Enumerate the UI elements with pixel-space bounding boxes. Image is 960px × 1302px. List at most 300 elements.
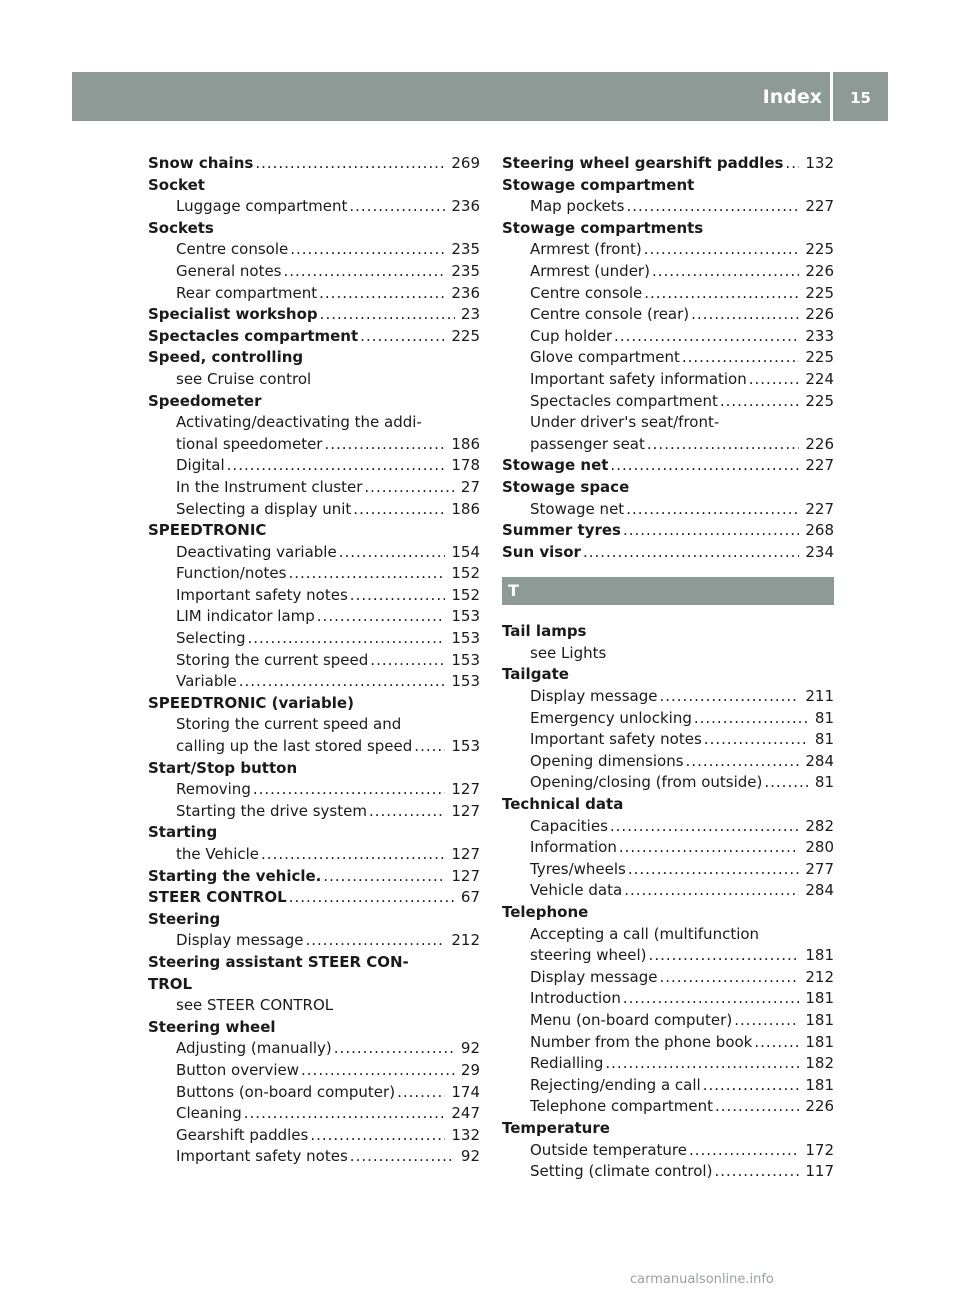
leader-dots (614, 326, 799, 348)
leader-dots (290, 239, 445, 261)
index-entry[interactable] (148, 153, 480, 175)
entry-text: Menu (on-board computer) (530, 1010, 733, 1029)
index-subentry[interactable] (148, 563, 480, 585)
entry-text: Important safety information (530, 369, 747, 388)
index-subentry[interactable] (502, 412, 834, 434)
entry-page-number[interactable]: 280 (805, 838, 834, 857)
entry-page-number[interactable]: 211 (805, 687, 834, 706)
entry-text: SPEEDTRONIC (148, 521, 267, 540)
leader-dots (644, 239, 800, 261)
index-entry[interactable] (148, 218, 480, 240)
entry-text: Centre console (530, 283, 643, 302)
leader-dots (605, 1053, 799, 1075)
index-entry[interactable] (502, 664, 834, 686)
entry-page-number[interactable]: 117 (805, 1162, 834, 1181)
entry-text: Steering wheel (148, 1017, 276, 1036)
entry-page-number[interactable]: 247 (451, 1104, 480, 1123)
entry-page-number[interactable]: 226 (805, 261, 834, 280)
index-entry[interactable] (148, 887, 480, 909)
index-subentry[interactable] (502, 729, 834, 751)
entry-text: Telephone (502, 903, 589, 921)
index-subentry[interactable] (148, 585, 480, 607)
entry-page-number[interactable]: 153 (451, 672, 480, 691)
leader-dots (397, 1082, 445, 1104)
entry-text: Steering (148, 909, 221, 928)
entry-text: Sun visor (502, 542, 581, 561)
index-entry[interactable] (502, 520, 834, 542)
index-subentry[interactable] (148, 196, 480, 218)
index-subentry[interactable] (148, 1060, 480, 1082)
entry-page-number[interactable]: 67 (460, 888, 480, 907)
entry-page-number[interactable]: 153 (451, 607, 480, 626)
entry-page-number[interactable]: 236 (451, 197, 480, 216)
entry-text: Variable (176, 672, 237, 691)
entry-text: tional speedometer (176, 434, 323, 453)
leader-dots (703, 1075, 800, 1097)
index-entry[interactable] (502, 794, 834, 816)
index-subentry[interactable] (148, 455, 480, 477)
leader-dots (253, 779, 446, 801)
index-entry[interactable] (502, 153, 834, 175)
entry-text: Armrest (front) (530, 240, 642, 259)
entry-page-number[interactable]: 225 (805, 283, 834, 302)
entry-page-number[interactable]: 186 (451, 499, 480, 518)
index-column-left (148, 153, 480, 1168)
leader-dots (583, 542, 799, 564)
entry-page-number[interactable]: 235 (451, 261, 480, 280)
entry-text: Luggage compartment (176, 197, 348, 216)
entry-text: Spectacles compartment (530, 391, 718, 410)
entry-page-number[interactable]: 153 (451, 650, 480, 669)
index-subentry[interactable] (502, 283, 834, 305)
entry-text: TROL (148, 974, 193, 993)
entry-page-number[interactable]: 284 (805, 751, 834, 770)
entry-page-number[interactable]: 181 (805, 989, 834, 1008)
leader-dots (350, 585, 446, 607)
leader-dots (659, 967, 799, 989)
entry-page-number[interactable]: 181 (805, 1032, 834, 1051)
index-subentry[interactable] (148, 412, 480, 434)
leader-dots (659, 686, 799, 708)
leader-dots (247, 628, 445, 650)
leader-dots (754, 1032, 799, 1054)
index-entry[interactable] (148, 822, 480, 844)
index-subentry[interactable] (148, 628, 480, 650)
entry-text: Display message (530, 967, 658, 986)
index-subentry[interactable] (502, 1032, 834, 1054)
index-subentry[interactable] (148, 801, 480, 823)
index-subentry[interactable] (502, 1161, 834, 1183)
leader-dots (689, 1140, 799, 1162)
entry-text: Steering wheel gearshift paddles (502, 154, 784, 172)
index-subentry[interactable] (502, 1140, 834, 1162)
entry-page-number[interactable]: 233 (805, 326, 834, 345)
index-entry[interactable] (502, 218, 834, 240)
entry-page-number[interactable]: 225 (805, 348, 834, 367)
index-subentry[interactable] (502, 1010, 834, 1032)
index-subentry[interactable] (502, 304, 834, 326)
entry-text: Selecting a display unit (176, 499, 352, 518)
entry-text: see STEER CONTROL (176, 996, 334, 1015)
entry-page-number[interactable]: 268 (805, 521, 834, 540)
leader-dots (369, 801, 445, 823)
entry-text: Removing (176, 780, 251, 799)
entry-text: Centre console (rear) (530, 305, 690, 324)
index-subentry[interactable] (148, 1082, 480, 1104)
leader-dots (310, 1125, 445, 1147)
index-subentry[interactable] (502, 499, 834, 521)
entry-text: Stowage compartments (502, 218, 704, 237)
footer-watermark: carmanualsonline.info (630, 1272, 774, 1287)
index-subentry[interactable] (502, 369, 834, 391)
index-subentry[interactable] (148, 542, 480, 564)
section-letter-header: T (502, 577, 834, 605)
entry-text: Selecting (176, 629, 246, 648)
entry-page-number[interactable]: 224 (805, 369, 834, 388)
leader-dots (349, 196, 445, 218)
entry-page-number[interactable]: 277 (805, 859, 834, 878)
entry-text: Redialling (530, 1054, 604, 1073)
entry-page-number[interactable]: 225 (805, 391, 834, 410)
entry-text: Opening/closing (from outside) (530, 773, 763, 792)
leader-dots (720, 391, 800, 413)
index-entry[interactable] (502, 621, 834, 643)
index-subentry[interactable] (502, 1096, 834, 1118)
entry-page-number[interactable]: 227 (805, 456, 834, 475)
entry-page-number[interactable]: 154 (451, 542, 480, 561)
entry-text: Stowage space (502, 477, 630, 496)
entry-text: Steering assistant STEER CON- (148, 952, 409, 971)
entry-text: Important safety notes (176, 585, 348, 604)
entry-text: Display message (530, 687, 658, 706)
entry-text: Cleaning (176, 1104, 242, 1123)
leader-dots (239, 671, 446, 693)
leader-dots (644, 283, 799, 305)
entry-text: Starting the drive system (176, 801, 367, 820)
index-entry[interactable] (148, 866, 480, 888)
entry-text: Sockets (148, 218, 214, 237)
index-subentry[interactable] (502, 686, 834, 708)
index-subentry[interactable] (502, 391, 834, 413)
entry-text: the Vehicle (176, 845, 260, 863)
leader-dots (244, 1103, 446, 1125)
index-subentry[interactable] (502, 924, 834, 946)
index-entry[interactable] (148, 304, 480, 326)
leader-dots (353, 499, 445, 521)
entry-page-number[interactable]: 81 (814, 773, 834, 792)
leader-dots (360, 326, 445, 348)
leader-dots (619, 837, 800, 859)
entry-text: Function/notes (176, 564, 287, 583)
index-subentry[interactable] (148, 650, 480, 672)
leader-dots (714, 1161, 799, 1183)
index-subentry[interactable] (502, 751, 834, 773)
index-subentry[interactable] (148, 995, 480, 1017)
entry-text: Button overview (176, 1060, 300, 1079)
leader-dots (227, 455, 446, 477)
header-title: Index (762, 86, 822, 108)
entry-page-number[interactable]: 127 (451, 866, 480, 885)
entry-page-number[interactable]: 127 (451, 845, 480, 863)
index-entry[interactable] (148, 693, 480, 715)
entry-page-number[interactable]: 81 (814, 730, 834, 749)
leader-dots (284, 261, 446, 283)
entry-text: Tail lamps (502, 622, 587, 641)
entry-page-number[interactable]: 152 (451, 564, 480, 583)
index-entry[interactable] (502, 455, 834, 477)
entry-page-number[interactable]: 182 (805, 1054, 834, 1073)
leader-dots (339, 542, 446, 564)
index-subentry[interactable] (148, 499, 480, 521)
entry-page-number[interactable]: 226 (805, 305, 834, 324)
entry-text: Emergency unlocking (530, 708, 692, 727)
index-subentry[interactable] (502, 261, 834, 283)
index-subentry[interactable] (148, 671, 480, 693)
entry-page-number[interactable]: 174 (451, 1082, 480, 1101)
leader-dots (626, 499, 799, 521)
entry-page-number[interactable]: 172 (805, 1140, 834, 1159)
entry-page-number[interactable]: 29 (460, 1060, 480, 1079)
entry-text: calling up the last stored speed (176, 737, 413, 756)
index-subentry[interactable] (148, 369, 480, 391)
entry-page-number[interactable]: 132 (805, 154, 834, 172)
entry-page-number[interactable]: 225 (451, 326, 480, 345)
entry-text: Socket (148, 175, 205, 194)
leader-dots (289, 887, 455, 909)
leader-dots (288, 563, 445, 585)
leader-dots (682, 347, 799, 369)
entry-page-number[interactable]: 269 (451, 154, 480, 172)
leader-dots (785, 153, 799, 175)
index-subentry[interactable] (148, 606, 480, 628)
entry-page-number[interactable]: 127 (451, 801, 480, 820)
entry-page-number[interactable]: 178 (451, 456, 480, 475)
entry-text: Stowage net (530, 499, 625, 518)
entry-page-number[interactable]: 226 (805, 434, 834, 453)
leader-dots (734, 1010, 799, 1032)
entry-text: Information (530, 838, 617, 857)
entry-page-number[interactable]: 23 (460, 305, 480, 324)
page-number: 15 (850, 89, 871, 107)
index-entry[interactable] (502, 542, 834, 564)
entry-text: Digital (176, 456, 225, 475)
entry-text: Storing the current speed and (176, 715, 402, 734)
entry-text: Summer tyres (502, 521, 621, 540)
index-subentry[interactable] (502, 772, 834, 794)
entry-text: Tyres/wheels (530, 859, 626, 878)
index-entry[interactable] (148, 1017, 480, 1039)
index-subentry[interactable] (148, 283, 480, 305)
entry-text: Rear compartment (176, 283, 318, 302)
index-subentry[interactable] (502, 837, 834, 859)
index-subentry[interactable] (148, 736, 480, 758)
index-subentry[interactable] (148, 477, 480, 499)
entry-text: Accepting a call (multifunction (530, 924, 760, 943)
entry-page-number[interactable]: 181 (805, 1075, 834, 1094)
entry-text: SPEEDTRONIC (variable) (148, 693, 354, 712)
leader-dots (350, 1146, 455, 1168)
entry-text: Armrest (under) (530, 261, 650, 280)
index-entry[interactable] (148, 391, 480, 413)
index-entry[interactable] (148, 520, 480, 542)
leader-dots (317, 606, 446, 628)
index-subentry[interactable] (148, 930, 480, 952)
leader-dots (255, 153, 445, 175)
index-subentry[interactable] (502, 434, 834, 456)
entry-page-number[interactable]: 227 (805, 197, 834, 216)
entry-page-number[interactable]: 181 (805, 946, 834, 965)
entry-text: LIM indicator lamp (176, 607, 315, 626)
leader-dots (364, 477, 455, 499)
index-subentry[interactable] (148, 1103, 480, 1125)
entry-page-number[interactable]: 132 (451, 1125, 480, 1144)
index-subentry[interactable] (148, 261, 480, 283)
leader-dots (694, 708, 809, 730)
leader-dots (623, 520, 799, 542)
index-subentry[interactable] (502, 239, 834, 261)
leader-dots (261, 844, 445, 866)
index-entry[interactable] (148, 175, 480, 197)
leader-dots (626, 196, 799, 218)
leader-dots (624, 880, 799, 902)
index-subentry[interactable] (148, 779, 480, 801)
index-subentry[interactable] (502, 643, 834, 665)
entry-text: Important safety notes (176, 1147, 348, 1166)
index-entry[interactable] (148, 974, 480, 996)
entry-page-number[interactable]: 212 (451, 931, 480, 950)
entry-text: Important safety notes (530, 730, 702, 749)
leader-dots (704, 729, 809, 751)
index-entry[interactable] (148, 952, 480, 974)
entry-text: Outside temperature (530, 1140, 687, 1159)
index-entry[interactable] (148, 909, 480, 931)
entry-text: Gearshift paddles (176, 1125, 309, 1144)
entry-page-number[interactable]: 236 (451, 283, 480, 302)
entry-page-number[interactable]: 235 (451, 240, 480, 259)
leader-dots (749, 369, 800, 391)
entry-page-number[interactable]: 227 (805, 499, 834, 518)
index-subentry[interactable] (148, 1038, 480, 1060)
leader-dots (649, 945, 800, 967)
entry-page-number[interactable]: 282 (805, 816, 834, 835)
entry-page-number[interactable]: 92 (460, 1039, 480, 1058)
leader-dots (610, 816, 799, 838)
index-subentry[interactable] (502, 880, 834, 902)
index-entry[interactable] (148, 758, 480, 780)
index-subentry[interactable] (502, 326, 834, 348)
index-subentry[interactable] (502, 988, 834, 1010)
index-entry[interactable] (502, 477, 834, 499)
entry-text: passenger seat (530, 434, 645, 453)
index-subentry[interactable] (502, 967, 834, 989)
entry-page-number[interactable]: 127 (451, 780, 480, 799)
index-subentry[interactable] (502, 816, 834, 838)
leader-dots (628, 859, 800, 881)
entry-text: Snow chains (148, 154, 254, 172)
entry-page-number[interactable]: 153 (451, 737, 480, 756)
entry-page-number[interactable]: 186 (451, 434, 480, 453)
index-subentry[interactable] (502, 1075, 834, 1097)
entry-text: Display message (176, 931, 304, 950)
entry-text: Stowage net (502, 456, 609, 475)
index-entry[interactable] (502, 1118, 834, 1140)
entry-page-number[interactable]: 81 (814, 708, 834, 727)
index-subentry[interactable] (502, 1053, 834, 1075)
entry-text: General notes (176, 261, 282, 280)
index-entry[interactable] (502, 902, 834, 924)
entry-text: Map pockets (530, 197, 625, 216)
entry-text: Tailgate (502, 665, 569, 684)
index-subentry[interactable] (502, 945, 834, 967)
index-subentry[interactable] (148, 434, 480, 456)
index-group-s (502, 153, 834, 563)
entry-text: Rejecting/ending a call (530, 1075, 701, 1094)
leader-dots (324, 434, 445, 456)
leader-dots (370, 650, 445, 672)
leader-dots (334, 1038, 455, 1060)
leader-dots (623, 988, 800, 1010)
entry-page-number[interactable]: 27 (460, 477, 480, 496)
entry-text: Start/Stop button (148, 758, 298, 777)
entry-text: Number from the phone book (530, 1032, 753, 1051)
entry-text: Buttons (on-board computer) (176, 1082, 396, 1101)
entry-text: Starting (148, 823, 218, 842)
entry-text: Technical data (502, 795, 624, 814)
leader-dots (764, 772, 809, 794)
entry-page-number[interactable]: 152 (451, 585, 480, 604)
entry-text: Starting the vehicle. (148, 866, 322, 885)
index-subentry[interactable] (148, 1146, 480, 1168)
entry-page-number[interactable]: 284 (805, 881, 834, 900)
index-subentry[interactable] (148, 844, 480, 866)
index-subentry[interactable] (502, 196, 834, 218)
index-entry[interactable] (148, 347, 480, 369)
entry-page-number[interactable]: 212 (805, 967, 834, 986)
index-entry[interactable] (148, 326, 480, 348)
entry-text: Temperature (502, 1118, 610, 1137)
index-subentry[interactable] (502, 859, 834, 881)
entry-text: Setting (climate control) (530, 1162, 713, 1181)
leader-dots (652, 261, 799, 283)
entry-text: Cup holder (530, 326, 613, 345)
leader-dots (319, 283, 445, 305)
entry-text: Stowage compartment (502, 175, 695, 194)
entry-page-number[interactable]: 225 (805, 240, 834, 259)
entry-text: Telephone compartment (530, 1097, 713, 1116)
entry-text: Opening dimensions (530, 751, 684, 770)
entry-text: In the Instrument cluster (176, 477, 363, 496)
index-column-right (502, 153, 834, 1183)
entry-text: Introduction (530, 989, 621, 1008)
entry-page-number[interactable]: 234 (805, 542, 834, 561)
entry-page-number[interactable]: 181 (805, 1010, 834, 1029)
leader-dots (647, 434, 799, 456)
entry-text: Activating/deactivating the addi- (176, 413, 422, 432)
entry-text: Under driver's seat/front- (530, 413, 720, 432)
index-entry[interactable] (502, 175, 834, 197)
index-subentry[interactable] (148, 1125, 480, 1147)
entry-text: Centre console (176, 240, 289, 259)
entry-page-number[interactable]: 153 (451, 629, 480, 648)
index-subentry[interactable] (502, 347, 834, 369)
index-subentry[interactable] (502, 708, 834, 730)
entry-page-number[interactable]: 92 (460, 1147, 480, 1166)
index-subentry[interactable] (148, 714, 480, 736)
entry-text: steering wheel) (530, 946, 647, 965)
leader-dots (320, 304, 455, 326)
index-subentry[interactable] (148, 239, 480, 261)
entry-page-number[interactable]: 226 (805, 1097, 834, 1116)
